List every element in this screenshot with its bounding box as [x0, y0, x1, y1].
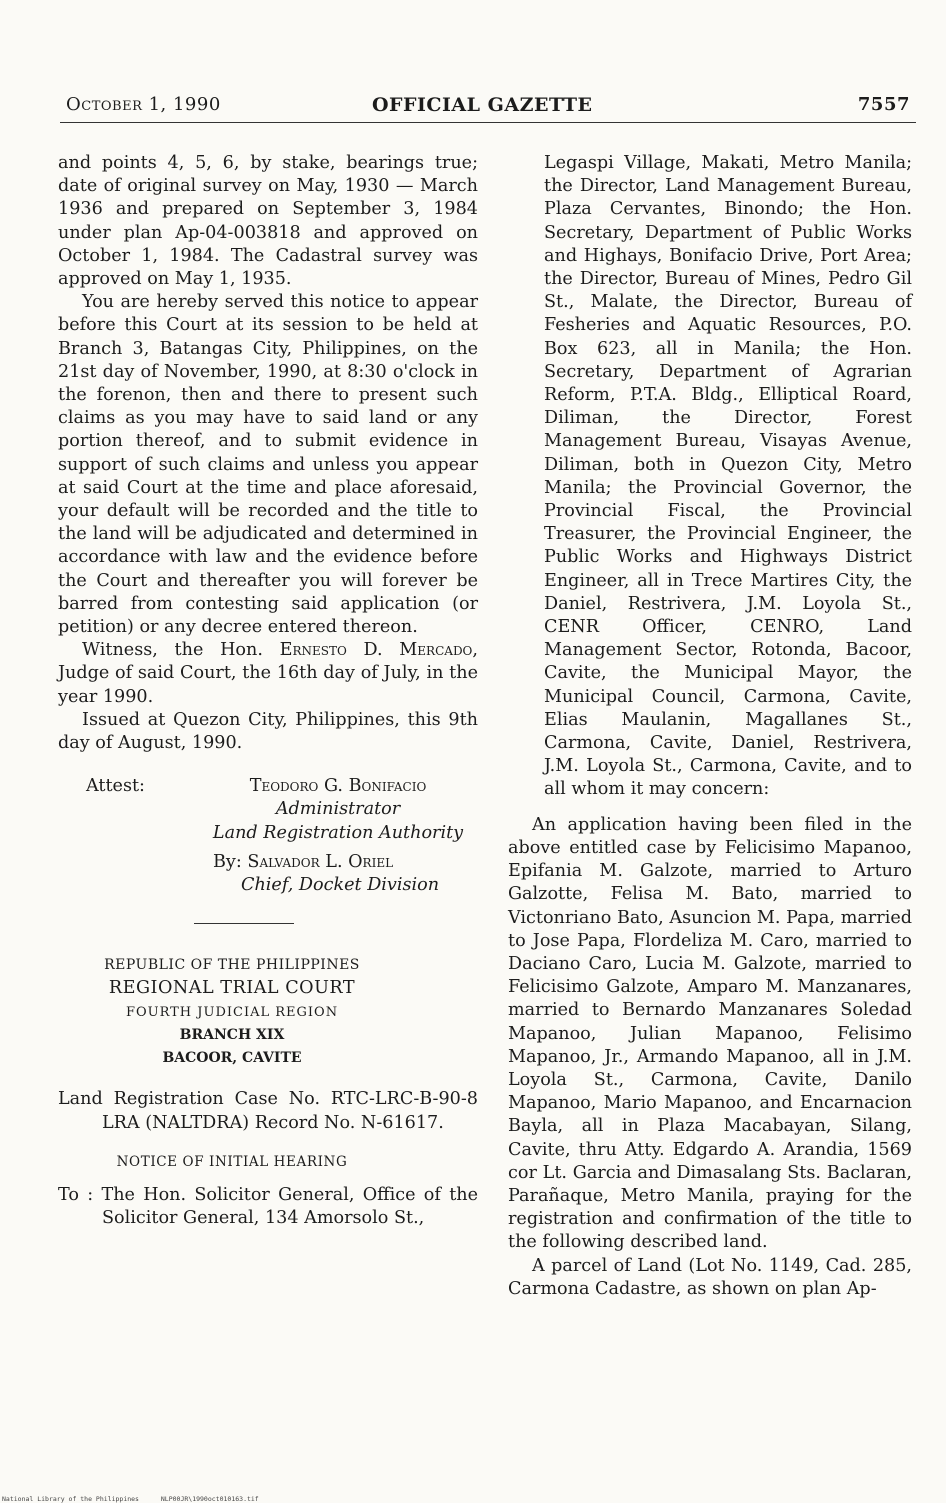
court-heading	[22, 954, 442, 1070]
court-republic: REPUBLIC OF THE PHILIPPINES	[104, 957, 360, 974]
paragraph-witness	[58, 639, 478, 709]
court-name: REGIONAL TRIAL COURT	[108, 978, 356, 999]
to-label: To :	[58, 1184, 94, 1205]
section-divider	[194, 923, 294, 924]
attest-org: Land Registration Authority	[212, 822, 464, 843]
court-region: FOURTH JUDICIAL REGION	[125, 1004, 339, 1020]
by-name: Salvador L. Oriel	[247, 852, 394, 873]
paragraph-notice-served: You are hereby served this notice to appear before this Court at its session to be held at Branch 3, Batangas City, Philippines, on the 21st day of November, 1990, at 8:30 o'clock in the forenon, then and there to present such claims as you may have to said land or any portion thereof, and to submit evidence in support of such claims and unless you appear at said Court at the time and place aforesaid, your default will be recorded and the title to the land will be adjudicated and determined in accordance with law and the evidence before the Court and thereafter you will forever be barred from contesting said application (or petition) or any decree entered thereon.	[58, 292, 478, 638]
addressees-start	[58, 1184, 478, 1230]
judge-name: Ernesto D. Mercado,	[279, 640, 478, 661]
attest-signature	[188, 775, 488, 845]
court-branch: BRANCH XIX	[179, 1026, 285, 1043]
left-column	[58, 152, 478, 1230]
attest-label: Attest:	[86, 776, 145, 797]
footer-file: NLP00JR\1990oct010163.tif	[160, 1495, 259, 1503]
header-rule	[60, 122, 916, 123]
paragraph-parcel: A parcel of Land (Lot No. 1149, Cad. 285, Carmona Cadastre, as shown on plan Ap-	[508, 1255, 912, 1299]
case-number: Land Registration Case No. RTC-LRC-B-90-8 LRA (NALTDRA) Record No. N-61617.	[58, 1089, 478, 1133]
header-date: October 1, 1990	[66, 94, 221, 115]
paragraph-application: An application having been filed in the above entitled case by Felicisimo Mapanoo, Epifania M. Galzote, married to Arturo Galzotte, Felisa M. Bato, married to Victonriano Bato, Asuncion M. Papa, married to Jose Papa, Flordeliza M. Caro, married to Daciano Caro, Lucia M. Galzote, married to Felicisimo Galzote, Amparo M. Manzanares, married to Bernardo Manzanares Soledad Mapanoo, Julian Mapanoo, Felisimo Mapanoo, Jr., Armando Mapanoo, all in J.M. Loyola St., Carmona, Cavite, Danilo Mapanoo, Mario Mapanoo, and Encarnacion Bayla, all in Plaza Macabayan, Silang, Cavite, thru Atty. Edgardo A. Arandia, 1569 cor Lt. Garcia and Dimasalang Sts. Baclaran, Parañaque, Metro Manila, praying for the registration and confirmation of the title to the following described land.	[508, 814, 912, 1253]
notice-title: NOTICE OF INITIAL HEARING	[116, 1153, 348, 1170]
attest-title: Administrator	[275, 799, 401, 820]
footer-library: National Library of the Philippines	[2, 1495, 139, 1503]
scan-footer	[2, 1495, 277, 1503]
attest-name: Teodoro G. Bonifacio	[249, 776, 427, 797]
by-signature	[213, 851, 439, 897]
right-column	[508, 152, 912, 1301]
page-number: 7557	[857, 94, 910, 115]
by-block	[58, 851, 478, 901]
paragraph-issued: Issued at Quezon City, Philippines, this 9th day of August, 1990.	[58, 709, 478, 754]
to-text: The Hon. Solicitor General, Office of the Solicitor General, 134 Amorsolo St.,	[101, 1184, 479, 1229]
addressees-continued: Legaspi Village, Makati, Metro Manila; the Director, Land Management Bureau, Plaza Cervantes, Binondo; the Hon. Secretary, Department of Public Works and Highays, Bonifacio Drive, Port Area; the Director, Bureau of Mines, Pedro Gil St., Malate, the Director, Bureau of Fesheries and Aquatic Resources, P.O. Box 623, all in Manila; the Hon. Secretary, Department of Agrarian Reform, P.T.A. Bldg., Elliptical Roard, Diliman, the Director, Forest Management Bureau, Visayas Avenue, Diliman, both in Quezon City, Metro Manila; the Provincial Governor, the Provincial Fiscal, the Provincial Treasurer, the Provincial Engineer, the Public Works and Highways District Engineer, all in Trece Martires City, the Daniel, Restrivera, J.M. Loyola St., CENR Officer, CENRO, Land Management Sector, Rotonda, Bacoor, Cavite, the Municipal Mayor, the Municipal Council, Carmona, Cavite, Elias Maulanin, Magallanes St., Carmona, Cavite, Daniel, Restrivera, J.M. Loyola St., Carmona, Cavite, and to all whom it may concern:	[544, 153, 912, 800]
by-label: By:	[213, 852, 242, 873]
witness-date: Judge of said Court, the 16th day of July, in the year 1990.	[58, 663, 478, 707]
by-title: Chief, Docket Division	[241, 875, 440, 896]
court-location: BACOOR, CAVITE	[162, 1050, 302, 1067]
publication-title: OFFICIAL GAZETTE	[372, 94, 593, 116]
paragraph-survey: and points 4, 5, 6, by stake, bearings true; date of original survey on May, 1930 — March 1936 and prepared on September 3, 1984 under plan Ap-04-003818 and approved on October 1, 1984. The Cadastral survey was approved on May 1, 1935.	[58, 153, 478, 290]
attest-block	[58, 775, 478, 843]
witness-text: Witness, the Hon.	[82, 640, 263, 661]
